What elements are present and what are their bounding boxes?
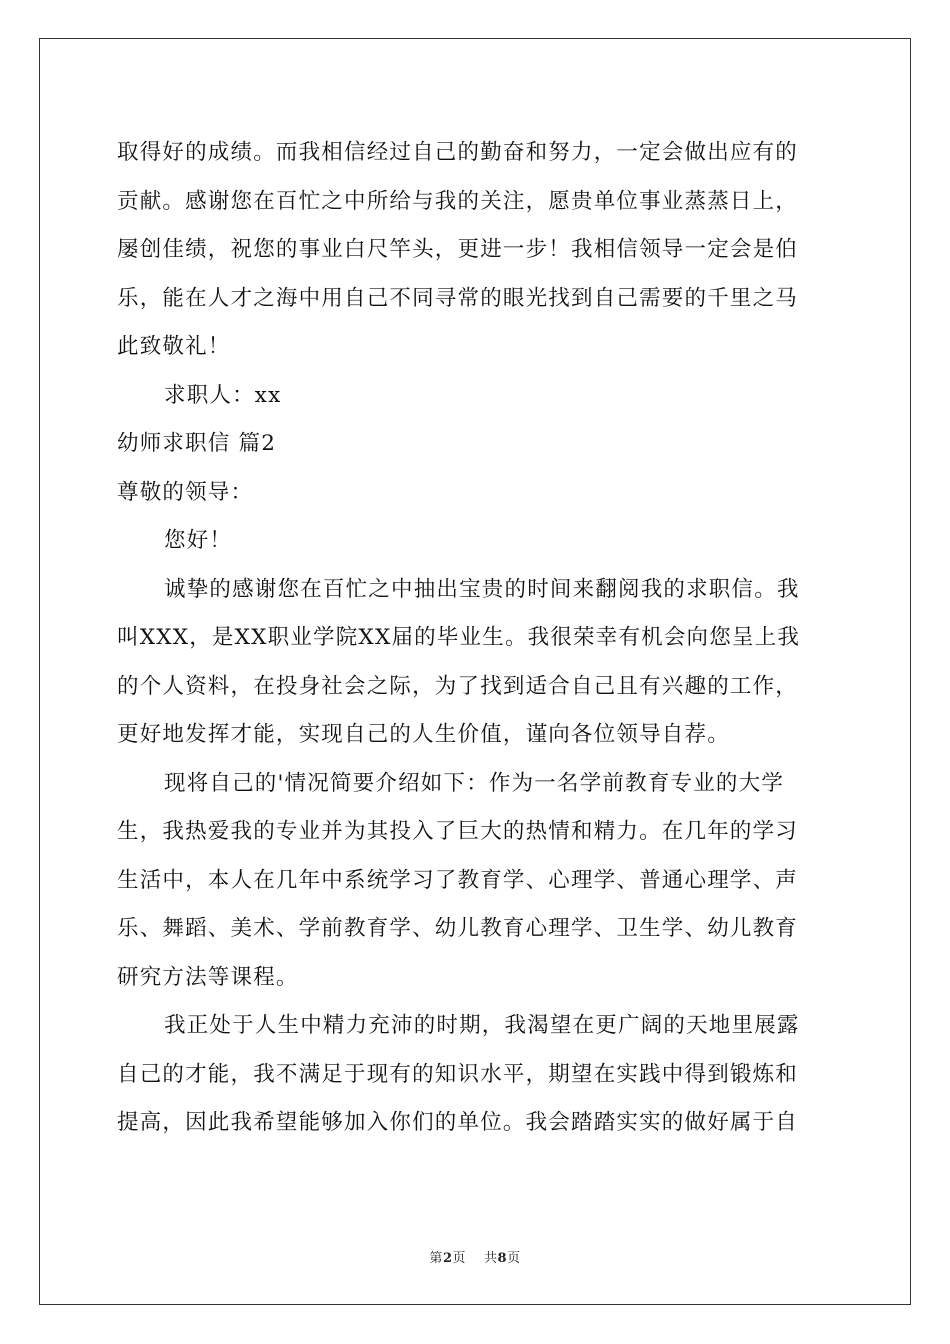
body-line: 取得好的成绩。而我相信经过自己的勤奋和努力，一定会做出应有的 [117,140,799,165]
body-line: 提高，因此我希望能够加入你们的单位。我会踏踏实实的做好属于自 [117,1110,799,1135]
body-line: 的个人资料，在投身社会之际，为了找到适合自己且有兴趣的工作， [117,673,799,699]
greeting: 尊敬的领导： [117,479,254,505]
body-line: 生，我热爱我的专业并为其投入了巨大的热情和精力。在几年的学习 [117,819,799,844]
body-line: 自己的才能，我不满足于现有的知识水平，期望在实践中得到锻炼和 [117,1061,799,1087]
body-line: 诚挚的感谢您在百忙之中抽出宝贵的时间来翻阅我的求职信。我 [164,576,800,602]
body-line: 现将自己的'情况简要介绍如下：作为一名学前教育专业的大学 [164,770,785,796]
body-line: 叫XXX，是XX职业学院XX届的毕业生。我很荣幸有机会向您呈上我 [117,625,801,650]
page-footer [0,1247,950,1266]
body-line: 贡献。感谢您在百忙之中所给与我的关注，愿贵单位事业蒸蒸日上， [117,188,799,214]
body-line: 屡创佳绩，祝您的事业白尺竿头，更进一步！我相信领导一定会是伯 [117,237,799,262]
body-line: 我正处于人生中精力充沛的时期，我渴望在更广阔的天地里展露 [164,1013,800,1038]
body-line: 更好地发挥才能，实现自己的人生价值，谨向各位领导自荐。 [117,722,730,747]
section-heading: 幼师求职信 篇2 [117,431,277,456]
body-line: 生活中，本人在几年中系统学习了教育学、心理学、普通心理学、声 [117,867,799,893]
body-line: 研究方法等课程。 [117,964,299,990]
signature-line: 求职人：xx [164,382,282,408]
greeting-hello: 您好！ [164,528,233,553]
closing-salutation: 此致敬礼！ [117,334,231,359]
page-number: 第2页 [429,1251,466,1266]
document-body [117,129,837,1148]
body-line: 乐、舞蹈、美术、学前教育学、幼儿教育心理学、卫生学、幼儿教育 [117,916,799,941]
body-line: 乐，能在人才之海中用自己不同寻常的眼光找到自己需要的千里之马 [117,285,799,311]
page-total: 共8页 [484,1251,521,1266]
